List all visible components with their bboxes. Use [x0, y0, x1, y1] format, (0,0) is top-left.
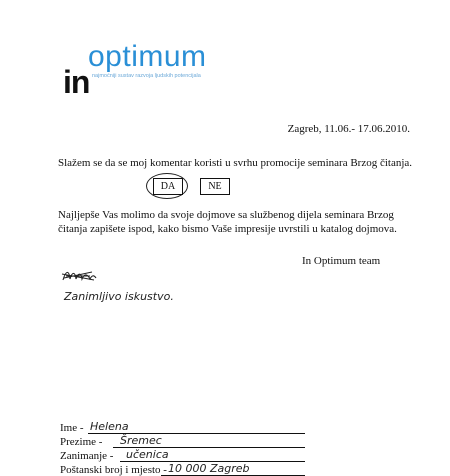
- field-zanimanje-label: Zanimanje -: [60, 450, 114, 462]
- request-paragraph: Najljepše Vas molimo da svoje dojmove sa službenog dijela seminara Brzog čitanja zapišete ispod, kako bismo Vaše impresije uvrstili u katalog dojmova.: [58, 209, 397, 235]
- field-ime[interactable]: [60, 420, 305, 434]
- consent-statement: Slažem se da se moj komentar koristi u svrhu promocije seminara Brzog čitanja.: [58, 157, 413, 169]
- field-ime-value: Helena: [90, 420, 129, 433]
- field-prezime[interactable]: [60, 434, 305, 448]
- field-zanimanje-value: učenica: [126, 448, 169, 461]
- crossed-out-scribble: [60, 268, 100, 284]
- field-zanimanje[interactable]: [60, 448, 305, 462]
- field-ime-label: Ime -: [60, 422, 84, 434]
- logo-name: optimum: [88, 40, 207, 73]
- logo-prefix: in: [63, 64, 90, 100]
- team-signature: In Optimum team: [302, 255, 381, 267]
- field-prezime-value: Šremec: [120, 434, 162, 447]
- inoptimum-logo: [58, 40, 248, 100]
- option-yes-box[interactable]: DA: [153, 178, 183, 195]
- logo-tagline: najmoćniji sustav razvoja ljudskih potencijala: [92, 73, 201, 79]
- field-postanski-label: Poštanski broj i mjesto -: [60, 464, 167, 476]
- option-no-box[interactable]: NE: [200, 178, 230, 195]
- field-postanski-value: 10 000 Zagreb: [168, 462, 250, 475]
- date-line: Zagreb, 11.06.- 17.06.2010.: [287, 123, 410, 135]
- handwritten-comment: Zanimljivo iskustvo.: [64, 290, 174, 303]
- field-postanski-broj[interactable]: [60, 462, 305, 476]
- field-prezime-label: Prezime -: [60, 436, 103, 448]
